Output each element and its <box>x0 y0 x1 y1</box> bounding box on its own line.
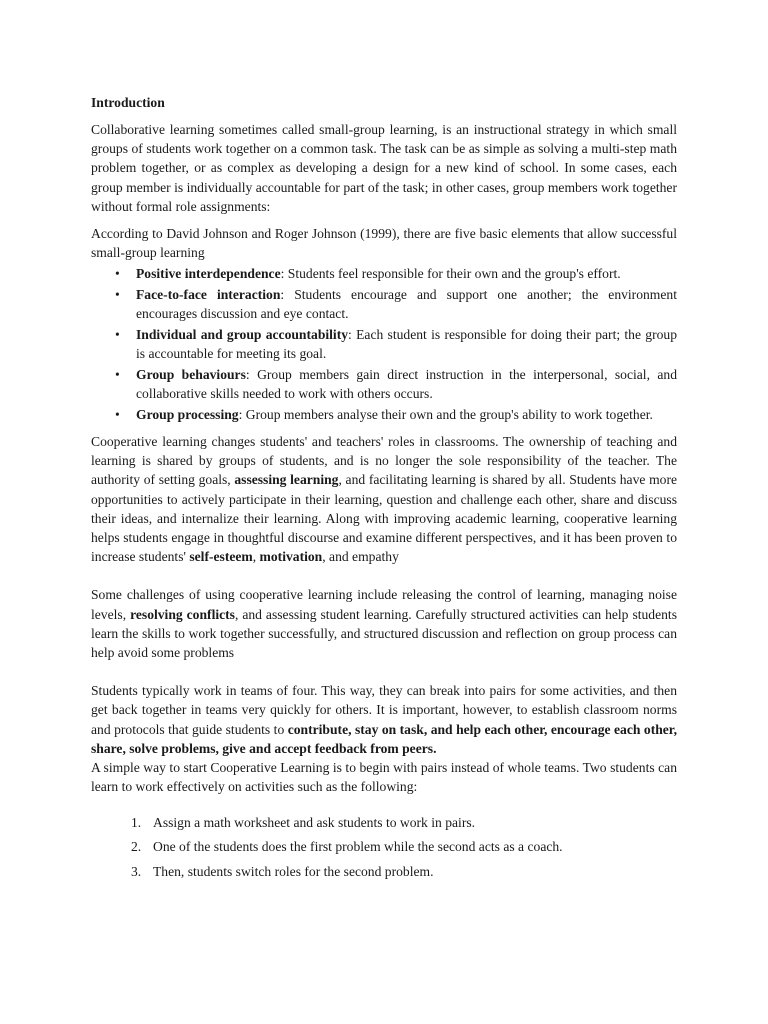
element-term: Positive interdependence <box>136 266 281 282</box>
list-item <box>115 325 678 363</box>
step-text: Then, students switch roles for the second problem. <box>153 863 434 879</box>
text-run: , <box>252 549 260 565</box>
element-description: : Group members analyse their own and the group's ability to work together. <box>238 406 653 422</box>
step-number: 2. <box>131 839 142 855</box>
step-text: Assign a math worksheet and ask students to work in pairs. <box>153 814 476 830</box>
pairs-activity-steps <box>91 813 677 882</box>
text-run: Some challenges of using cooperative learning include releasing the control of learning, managing noise levels, <box>91 587 677 622</box>
element-description: : Group members gain direct instruction in the interpersonal, social, and collaborative skills needed to work with others occurs. <box>136 366 677 402</box>
section-heading: Introduction <box>91 95 165 110</box>
list-item <box>115 264 677 283</box>
bold-text: motivation <box>259 549 323 565</box>
johnson-paragraph: According to David Johnson and Roger Johnson (1999), there are five basic elements that allow successful small-group learning <box>91 226 677 261</box>
text-run: Cooperative learning changes students' and teachers' roles in classrooms. The ownership of teaching and learning is shared by groups of students, and is no longer the sole responsibility of the teacher. The authority of setting goals, <box>91 434 677 488</box>
list-item <box>115 285 677 323</box>
text-run: , and assessing student learning. Carefully structured activities can help students learn the skills to work together successfully, and structured discussion and reflection on group process can help avoid some problems <box>91 606 677 661</box>
step-number: 3. <box>131 863 142 879</box>
bullet-icon: • <box>115 287 120 303</box>
list-item <box>131 862 677 881</box>
element-term: Individual and group accountability <box>136 327 349 343</box>
element-description: : Students feel responsible for their own and the group's effort. <box>280 266 621 282</box>
step-text: One of the students does the first problem while the second acts as a coach. <box>153 839 563 855</box>
bullet-icon: • <box>115 266 120 282</box>
text-run: Students typically work in teams of four. This way, they can break into pairs for some activities, and then get back together in teams very quickly for others. It is important, however, to establish classroom norms and protocols that guide students to <box>91 683 677 737</box>
list-item <box>115 365 677 403</box>
cooperative-learning-paragraph <box>91 432 677 566</box>
list-item <box>131 813 677 832</box>
bold-text: contribute, stay on task, and help each other, encourage each other, share, solve problems, give and accept feedback from peers. <box>91 721 677 756</box>
list-item <box>131 837 677 856</box>
bullet-icon: • <box>115 366 120 382</box>
text-run: , and empathy <box>322 549 399 565</box>
bold-text: self-esteem <box>189 549 253 565</box>
teams-paragraph <box>91 681 677 758</box>
bullet-icon: • <box>115 327 120 343</box>
bold-text: resolving conflicts <box>130 606 235 622</box>
step-number: 1. <box>131 814 142 830</box>
text-run: , and facilitating learning is shared by all. Students have more opportunities to actively participate in their learning, question and challenge each other, share and discuss their ideas, and internalize their learning. Along with improving academic learning, cooperative learning helps students engage in thoughtful discourse and examine different perspectives, and it has been proven to increase students' <box>91 472 678 565</box>
element-term: Group processing <box>136 406 239 422</box>
element-term: Face-to-face interaction <box>136 287 281 303</box>
element-description: : Each student is responsible for doing their part; the group is accountable for meeting its goal. <box>136 327 678 362</box>
five-elements-list <box>91 264 677 424</box>
list-item <box>115 405 677 424</box>
intro-paragraph: Collaborative learning sometimes called small-group learning, is an instructional strategy in which small groups of students work together on a common task. The task can be as simple as solving a multi-step math problem together, or as complex as developing a design for a new kind of school. In some cases, each group member is individually accountable for part of the task; in other cases, group members work together without formal role assignments: <box>91 122 677 214</box>
pairs-paragraph: A simple way to start Cooperative Learning is to begin with pairs instead of whole teams. Two students can learn to work effectively on activities such as the following: <box>91 760 677 795</box>
element-term: Group behaviours <box>136 366 246 382</box>
challenges-paragraph <box>91 585 677 662</box>
element-description: : Students encourage and support one another; the environment encourages discussion and eye contact. <box>136 287 677 322</box>
bold-text: assessing learning <box>234 472 339 488</box>
bullet-icon: • <box>115 406 120 422</box>
